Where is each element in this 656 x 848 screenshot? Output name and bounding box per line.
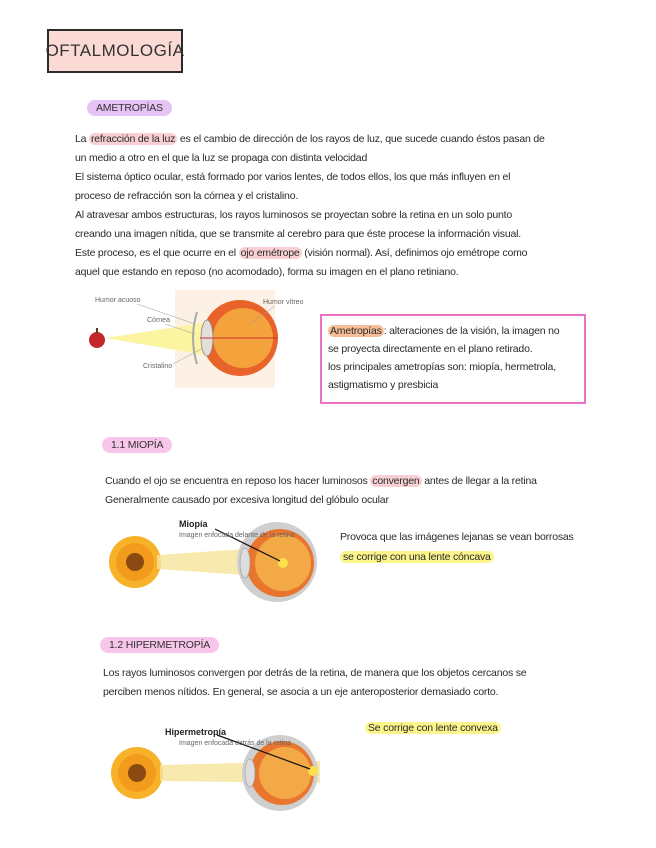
text-line: aquel que estando en reposo (no acomodado), forma su imagen en el plano retiniano. (75, 266, 459, 278)
highlight-ojo-emetrope: ojo emétrope (240, 247, 300, 259)
label-humor-vitreo: Humor vítreo (263, 299, 304, 306)
myopia-diagram-title: Miopía (179, 519, 208, 529)
section-tag-miopia: 1.1 MIOPÍA (102, 437, 172, 453)
text-line: Este proceso, es el que ocurre en el ojo emétrope (visión normal). Así, definimos ojo emétrope como (75, 247, 528, 259)
hyperopia-side-notes (365, 722, 501, 734)
text-line: Generalmente causado por excesiva longitud del glóbulo ocular (105, 494, 389, 506)
myopia-side-text: Provoca que las imágenes lejanas se vean borrosas (340, 531, 574, 543)
ametropias-paragraph (75, 130, 615, 282)
note-line: los principales ametropías son: miopía, hermetrola, (328, 361, 556, 373)
text-line: creando una imagen nítida, que se transmite al cerebro para que éste procese la información visual. (75, 228, 521, 240)
eye-anatomy-diagram (85, 290, 315, 390)
page-title: OFTALMOLOGÍA (47, 29, 183, 73)
hyperopia-paragraph (103, 664, 603, 702)
text-line: La refracción de la luz es el cambio de dirección de los rayos de luz, que sucede cuando éstos pasan de (75, 133, 545, 145)
highlight-refraccion: refracción de la luz (91, 133, 176, 145)
myopia-paragraph (105, 472, 585, 510)
text-line: perciben menos nítidos. En general, se asocia a un eje anteroposterior demasiado corto. (103, 686, 499, 698)
highlight-lente-concava: se corrige con una lente cóncava (340, 551, 494, 563)
myopia-diagram (105, 517, 335, 607)
myopia-diagram-subtitle: Imagen enfocada delante de la retina (179, 532, 295, 539)
ametropias-note-box (320, 314, 586, 404)
text-line: Los rayos luminosos convergen por detrás de la retina, de manera que los objetos cercanos se (103, 667, 527, 679)
label-humor-acuoso: Humor acuoso (95, 297, 141, 304)
myopia-side-notes (340, 527, 574, 567)
note-line: astigmatismo y presbicia (328, 379, 439, 391)
highlight-ametropias: Ametropías (330, 325, 382, 337)
hyperopia-diagram-title: Hipermetropía (165, 727, 227, 737)
text-line: Cuando el ojo se encuentra en reposo los hacer luminosos convergen antes de llegar a la retina (105, 475, 537, 487)
flower-icon (111, 747, 163, 799)
flower-icon (109, 536, 161, 588)
highlight-convergen: convergen (372, 475, 420, 487)
hyperopia-diagram (105, 725, 335, 815)
text-line: El sistema óptico ocular, está formado por varios lentes, de todos ellos, los que más influyen en el (75, 171, 511, 183)
label-cornea: Córnea (147, 317, 170, 324)
note-line: se proyecta directamente en el plano retirado. (328, 343, 533, 355)
hyperopia-diagram-subtitle: Imagen enfocada detrás de la retina (179, 740, 292, 747)
highlight-lente-convexa: Se corrige con lente convexa (365, 722, 501, 734)
apple-icon (89, 332, 105, 348)
text-line: proceso de refracción son la córnea y el cristalino. (75, 190, 299, 202)
text-line: Al atravesar ambos estructuras, los rayos luminosos se proyectan sobre la retina en un solo punto (75, 209, 513, 221)
text-line: un medio a otro en el que la luz se propaga con distinta velocidad (75, 152, 368, 164)
section-tag-ametropias: AMETROPÍAS (87, 100, 172, 116)
section-tag-hipermetropia: 1.2 HIPERMETROPÍA (100, 637, 219, 653)
label-cristalino: Cristalino (143, 363, 173, 370)
note-line: Ametropías : alteraciones de la visión, la imagen no (330, 325, 560, 337)
